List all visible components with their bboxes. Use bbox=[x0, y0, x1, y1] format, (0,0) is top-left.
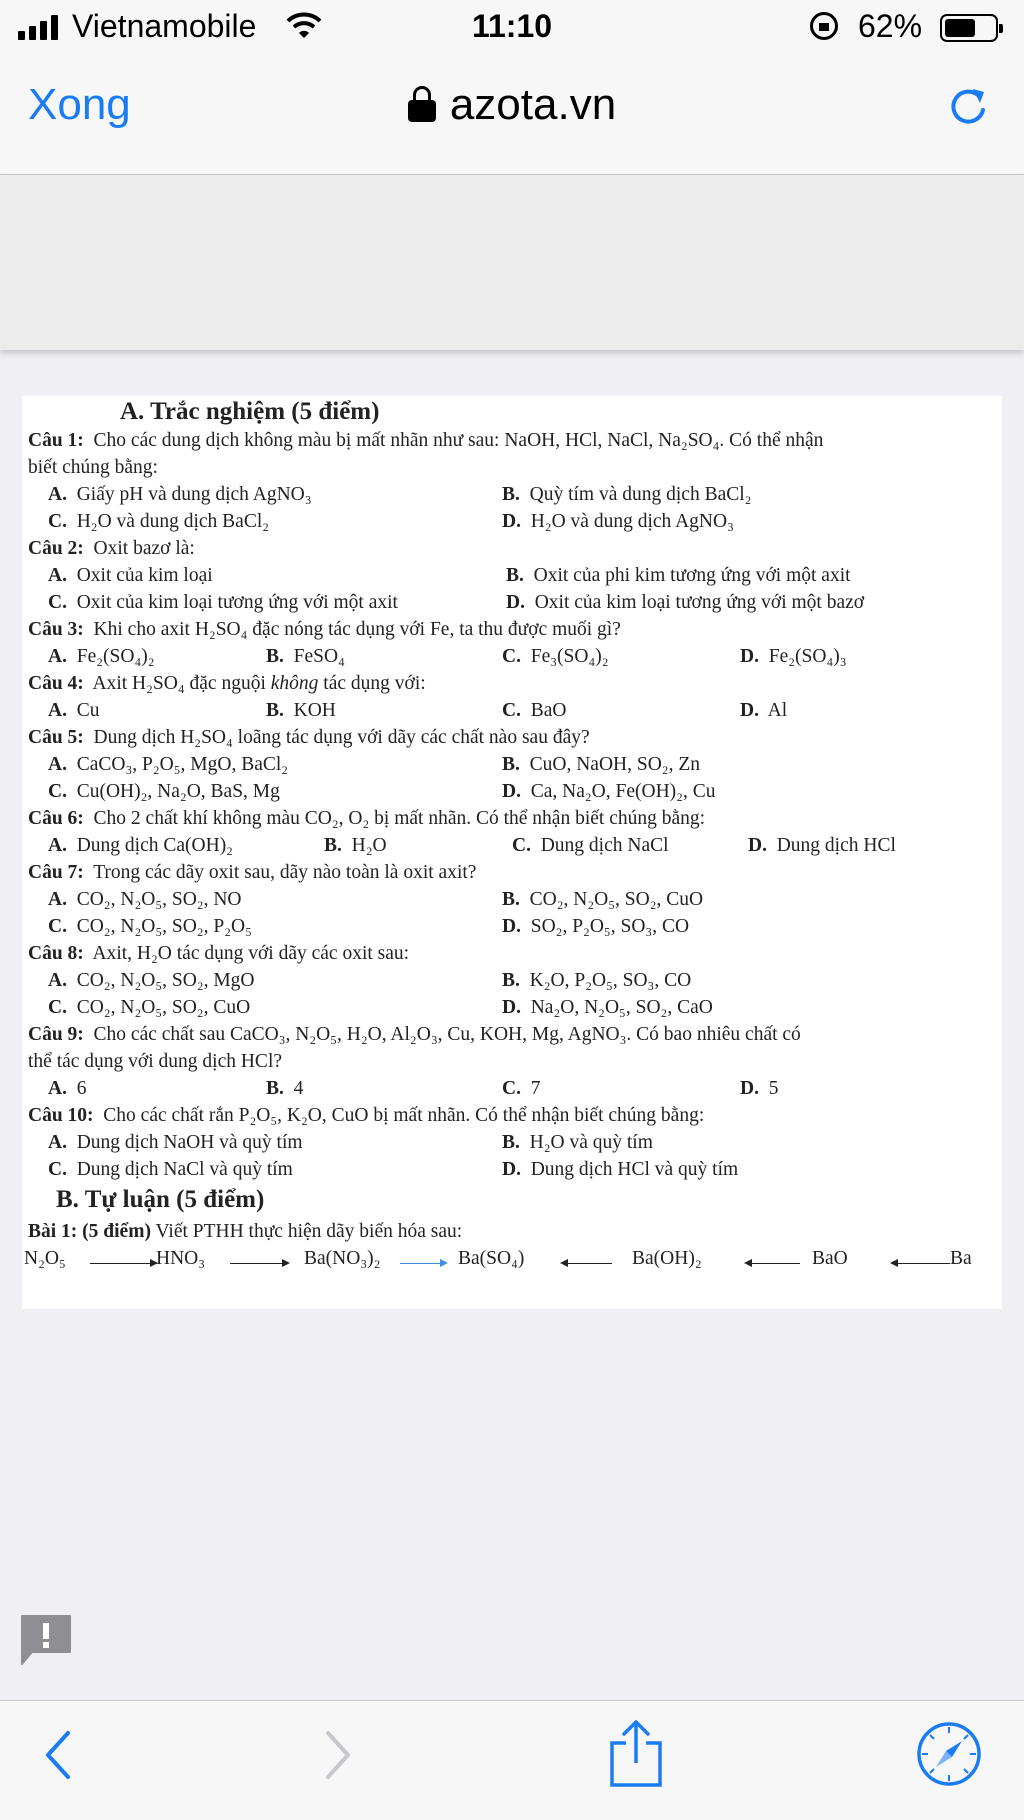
chain-ba-no3-2: Ba(NO₃)₂ bbox=[304, 1248, 381, 1269]
exercise-1: Bài 1: (5 điểm) Viết PTHH thực hiện dãy biến hóa sau: bbox=[28, 1221, 463, 1242]
chain-bao: BaO bbox=[812, 1248, 848, 1269]
q6-option-b: B. H₂O bbox=[324, 835, 387, 856]
q8-option-c: C. CO₂, N₂O₅, SO₂, CuO bbox=[48, 997, 251, 1018]
arrow-right bbox=[230, 1263, 288, 1264]
q7-option-b: B. CO₂, N₂O₅, SO₂, CuO bbox=[502, 889, 704, 910]
q7-option-a: A. CO₂, N₂O₅, SO₂, NO bbox=[48, 889, 242, 910]
question-6: Câu 6: Cho 2 chất khí không màu CO₂, O₂ bị mất nhãn. Có thể nhận biết chúng bằng: bbox=[28, 808, 706, 829]
exam-document bbox=[22, 396, 1002, 1309]
q7-option-d: D. SO₂, P₂O₅, SO₃, CO bbox=[502, 916, 690, 937]
q9-option-b: B. 4 bbox=[266, 1078, 304, 1099]
q9-option-a: A. 6 bbox=[48, 1078, 87, 1099]
q4-option-c: C. BaO bbox=[502, 700, 567, 721]
question-8: Câu 8: Axit, H₂O tác dụng với dãy các oxit sau: bbox=[28, 943, 410, 964]
q6-option-a: A. Dung dịch Ca(OH)₂ bbox=[48, 835, 233, 856]
clock: 11:10 bbox=[471, 8, 553, 44]
back-icon[interactable] bbox=[38, 1725, 78, 1785]
q1-option-d: D. H₂O và dung dịch AgNO₃ bbox=[502, 511, 734, 532]
q2-option-b: B. Oxit của phi kim tương ứng với một axit bbox=[506, 565, 851, 586]
q9-option-d: D. 5 bbox=[740, 1078, 779, 1099]
q3-option-d: D. Fe₂(SO₄)₃ bbox=[740, 646, 847, 667]
question-9: Câu 9: Cho các chất sau CaCO₃, N₂O₅, H₂O, Al₂O₃, Cu, KOH, Mg, AgNO₃. Có bao nhiêu chất có bbox=[28, 1024, 801, 1045]
q10-option-a: A. Dung dịch NaOH và quỳ tím bbox=[48, 1132, 303, 1153]
battery-icon bbox=[940, 14, 998, 42]
q10-option-d: D. Dung dịch HCl và quỳ tím bbox=[502, 1159, 739, 1180]
q5-option-c: C. Cu(OH)₂, Na₂O, BaS, Mg bbox=[48, 781, 280, 802]
done-button[interactable]: Xong bbox=[28, 80, 131, 129]
q9-option-c: C. 7 bbox=[502, 1078, 541, 1099]
arrow-left bbox=[892, 1263, 950, 1264]
q5-option-b: B. CuO, NaOH, SO₂, Zn bbox=[502, 754, 701, 775]
q1-option-c: C. H₂O và dung dịch BaCl₂ bbox=[48, 511, 270, 532]
question-4: Câu 4: Axit H₂SO₄ đặc nguội không tác dụng với: bbox=[28, 673, 426, 694]
question-3: Câu 3: Khi cho axit H₂SO₄ đặc nóng tác dụng với Fe, ta thu được muối gì? bbox=[28, 619, 621, 640]
lock-icon bbox=[408, 100, 436, 122]
feedback-icon[interactable] bbox=[18, 1612, 74, 1668]
chain-ba-so4: Ba(SO₄) bbox=[458, 1248, 525, 1269]
address-bar[interactable] bbox=[0, 80, 1024, 130]
arrow-right bbox=[400, 1263, 446, 1264]
q10-option-b: B. H₂O và quỳ tím bbox=[502, 1132, 653, 1153]
question-7: Câu 7: Trong các dãy oxit sau, dãy nào toàn là oxit axit? bbox=[28, 862, 477, 883]
arrow-left bbox=[746, 1263, 800, 1264]
q5-option-a: A. CaCO₃, P₂O₅, MgO, BaCl₂ bbox=[48, 754, 289, 775]
q4-option-b: B. KOH bbox=[266, 700, 336, 721]
arrow-left bbox=[562, 1263, 612, 1264]
q7-option-c: C. CO₂, N₂O₅, SO₂, P₂O₅ bbox=[48, 916, 252, 937]
question-1-cont: biết chúng bằng: bbox=[28, 457, 158, 478]
q3-option-a: A. Fe₂(SO₄)₂ bbox=[48, 646, 155, 667]
share-icon[interactable] bbox=[604, 1719, 668, 1789]
browser-toolbar bbox=[0, 1700, 1024, 1820]
browser-navbar bbox=[0, 56, 1024, 175]
q6-option-c: C. Dung dịch NaCl bbox=[512, 835, 669, 856]
question-1: Câu 1: Cho các dung dịch không màu bị mất nhãn như sau: NaOH, HCl, NaCl, Na₂SO₄. Có thể nhận bbox=[28, 430, 824, 451]
reload-icon[interactable] bbox=[946, 84, 990, 128]
safari-compass-icon[interactable] bbox=[916, 1721, 982, 1787]
forward-icon[interactable] bbox=[318, 1725, 358, 1785]
battery-percent: 62% bbox=[858, 8, 923, 44]
q8-option-b: B. K₂O, P₂O₅, SO₃, CO bbox=[502, 970, 692, 991]
q2-option-c: C. Oxit của kim loại tương ứng với một axit bbox=[48, 592, 398, 613]
chain-hno3: HNO₃ bbox=[156, 1248, 206, 1269]
chain-ba-oh-2: Ba(OH)₂ bbox=[632, 1248, 702, 1269]
section-a-title: A. Trắc nghiệm (5 điểm) bbox=[120, 398, 380, 425]
q8-option-a: A. CO₂, N₂O₅, SO₂, MgO bbox=[48, 970, 255, 991]
status-bar bbox=[0, 0, 1024, 56]
q2-option-a: A. Oxit của kim loại bbox=[48, 565, 213, 586]
q2-option-d: D. Oxit của kim loại tương ứng với một bazơ bbox=[506, 592, 865, 613]
page-header-area bbox=[0, 175, 1024, 350]
arrow-right bbox=[90, 1263, 156, 1264]
q1-option-b: B. Quỳ tím và dung dịch BaCl₂ bbox=[502, 484, 752, 505]
q10-option-c: C. Dung dịch NaCl và quỳ tím bbox=[48, 1159, 293, 1180]
orientation-lock-icon bbox=[810, 12, 838, 40]
q4-option-d: D. Al bbox=[740, 700, 788, 721]
q1-option-a: A. Giấy pH và dung dịch AgNO₃ bbox=[48, 484, 312, 505]
q3-option-c: C. Fe₃(SO₄)₂ bbox=[502, 646, 609, 667]
domain-label: azota.vn bbox=[449, 80, 617, 129]
question-2: Câu 2: Oxit bazơ là: bbox=[28, 538, 195, 559]
q8-option-d: D. Na₂O, N₂O₅, SO₂, CaO bbox=[502, 997, 713, 1018]
battery-level bbox=[945, 19, 975, 37]
chain-ba: Ba bbox=[950, 1248, 972, 1269]
carrier-name: Vietnamobile bbox=[72, 8, 257, 44]
question-10: Câu 10: Cho các chất rắn P₂O₅, K₂O, CuO bị mất nhãn. Có thể nhận biết chúng bằng: bbox=[28, 1105, 705, 1126]
q6-option-d: D. Dung dịch HCl bbox=[748, 835, 896, 856]
q3-option-b: B. FeSO₄ bbox=[266, 646, 345, 667]
question-5: Câu 5: Dung dịch H₂SO₄ loãng tác dụng với dãy các chất nào sau đây? bbox=[28, 727, 590, 748]
section-b-title: B. Tự luận (5 điểm) bbox=[56, 1186, 265, 1213]
q4-option-a: A. Cu bbox=[48, 700, 100, 721]
question-9-cont: thể tác dụng với dung dịch HCl? bbox=[28, 1051, 283, 1072]
q5-option-d: D. Ca, Na₂O, Fe(OH)₂, Cu bbox=[502, 781, 716, 802]
chain-n2o5: N₂O₅ bbox=[24, 1248, 66, 1269]
